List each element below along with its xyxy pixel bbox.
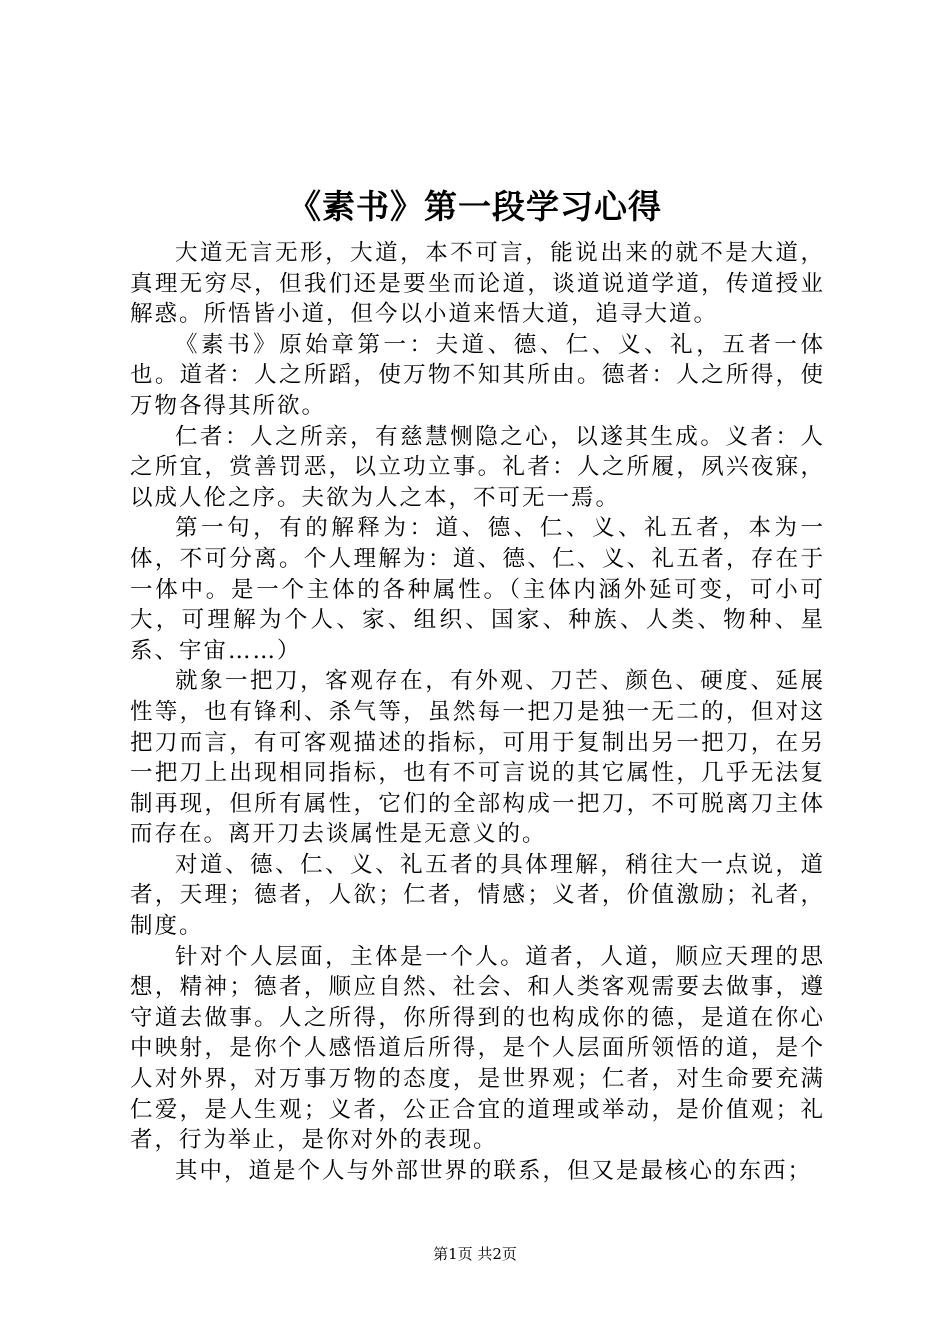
paragraph: 就象一把刀，客观存在，有外观、刀芒、颜色、硬度、延展性等，也有锋利、杀气等，虽然每一把刀是独一无二的，但对这把刀而言，有可客观描述的指标，可用于复制出另一把刀，在另一把刀上出现相同指标，也有不可言说的其它属性，几乎无法复制再现，但所有属性，它们的全部构成一把刀，不可脱离刀主体而存在。离开刀去谈属性是无意义的。 <box>130 668 825 848</box>
document-title: 《素书》第一段学习心得 <box>288 187 662 226</box>
document-body <box>130 238 825 1186</box>
paragraph: 针对个人层面，主体是一个人。道者，人道，顺应天理的思想，精神；德者，顺应自然、社会、和人类客观需要去做事，遵守道去做事。人之所得，你所得到的也构成你的德，是道在你心中映射，是你个人感悟道后所得，是个人层面所领悟的道，是个人对外界，对万事万物的态度，是世界观；仁者，对生命要充满仁爱，是人生观；义者，公正合宜的道理或举动，是价值观；礼者，行为举止，是你对外的表现。 <box>130 943 825 1154</box>
page-footer: 第1页 共2页 <box>433 1245 517 1263</box>
paragraph: 第一句，有的解释为：道、德、仁、义、礼五者，本为一体，不可分离。个人理解为：道、德、仁、义、礼五者，存在于一体中。是一个主体的各种属性。（主体内涵外延可变，可小可大，可理解为个人、家、组织、国家、种族、人类、物种、星系、宇宙……） <box>130 515 825 664</box>
paragraph: 对道、德、仁、义、礼五者的具体理解，稍往大一点说，道者，天理；德者，人欲；仁者，情感；义者，价值激励；礼者，制度。 <box>130 851 825 940</box>
paragraph: 《素书》原始章第一：夫道、德、仁、义、礼，五者一体也。道者：人之所蹈，使万物不知其所由。德者：人之所得，使万物各得其所欲。 <box>130 331 825 419</box>
paragraph: 大道无言无形，大道，本不可言，能说出来的就不是大道，真理无穷尽，但我们还是要坐而论道，谈道说道学道，传道授业解惑。所悟皆小道，但今以小道来悟大道，追寻大道。 <box>130 240 825 328</box>
paragraph: 仁者：人之所亲，有慈慧恻隐之心，以遂其生成。义者：人之所宜，赏善罚恶，以立功立事。礼者：人之所履，夙兴夜寐，以成人伦之序。夫欲为人之本，不可无一焉。 <box>130 423 825 511</box>
paragraph: 其中，道是个人与外部世界的联系，但又是最核心的东西； <box>175 1157 813 1184</box>
